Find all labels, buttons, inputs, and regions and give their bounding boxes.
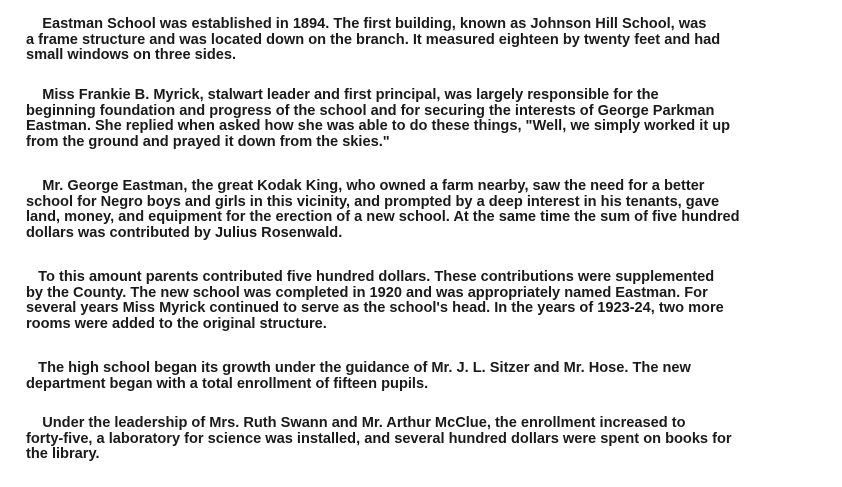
paragraph-line: beginning foundation and progress of the school and for securing the interests of George Parkman (26, 102, 715, 119)
paragraph-line: land, money, and equipment for the erection of a new school. At the same time the sum of five hundred (26, 209, 740, 225)
paragraph-1 (26, 17, 826, 64)
paragraph-line: Eastman. She replied when asked how she was able to do these things, "Well, we simply worked it up (26, 118, 731, 134)
paragraph-line: The high school began its growth under the guidance of Mr. J. L. Sitzer and Mr. Hose. The new (26, 360, 691, 376)
paragraph-6 (26, 416, 826, 463)
paragraph-line: rooms were added to the original structure. (26, 315, 327, 332)
paragraph-4 (26, 270, 826, 332)
paragraph-2 (26, 88, 826, 150)
paragraph-line: forty-five, a laboratory for science was installed, and several hundred dollars were spent on books for (26, 430, 732, 447)
paragraph-line: To this amount parents contributed five hundred dollars. These contributions were supplemented (26, 269, 715, 285)
paragraph-line: dollars was contributed by Julius Rosenwald. (26, 224, 343, 241)
paragraph-line: by the County. The new school was completed in 1920 and was appropriately named Eastman. For (26, 284, 708, 301)
paragraph-5 (26, 361, 826, 392)
paragraph-line: several years Miss Myrick continued to serve as the school's head. In the years of 1923-24, two more (26, 300, 724, 316)
paragraph-line: department began with a total enrollment of fifteen pupils. (26, 375, 429, 392)
paragraph-line: the library. (26, 446, 100, 462)
paragraph-line: school for Negro boys and girls in this vicinity, and prompted by a deep interest in his tenants, gave (26, 193, 720, 210)
paragraph-line: Mr. George Eastman, the great Kodak King, who owned a farm nearby, saw the need for a better (26, 178, 705, 194)
paragraph-line: small windows on three sides. (26, 47, 237, 63)
paragraph-line: from the ground and prayed it down from the skies." (26, 133, 390, 150)
paragraph-3 (26, 179, 826, 241)
paragraph-line: a frame structure and was located down on the branch. It measured eighteen by twenty feet and had (26, 31, 721, 48)
paragraph-line: Under the leadership of Mrs. Ruth Swann and Mr. Arthur McClue, the enrollment increased to (26, 415, 686, 431)
paragraph-line: Eastman School was established in 1894. The first building, known as Johnson Hill School, was (26, 16, 707, 32)
paragraph-line: Miss Frankie B. Myrick, stalwart leader and first principal, was largely responsible for the (26, 87, 659, 103)
